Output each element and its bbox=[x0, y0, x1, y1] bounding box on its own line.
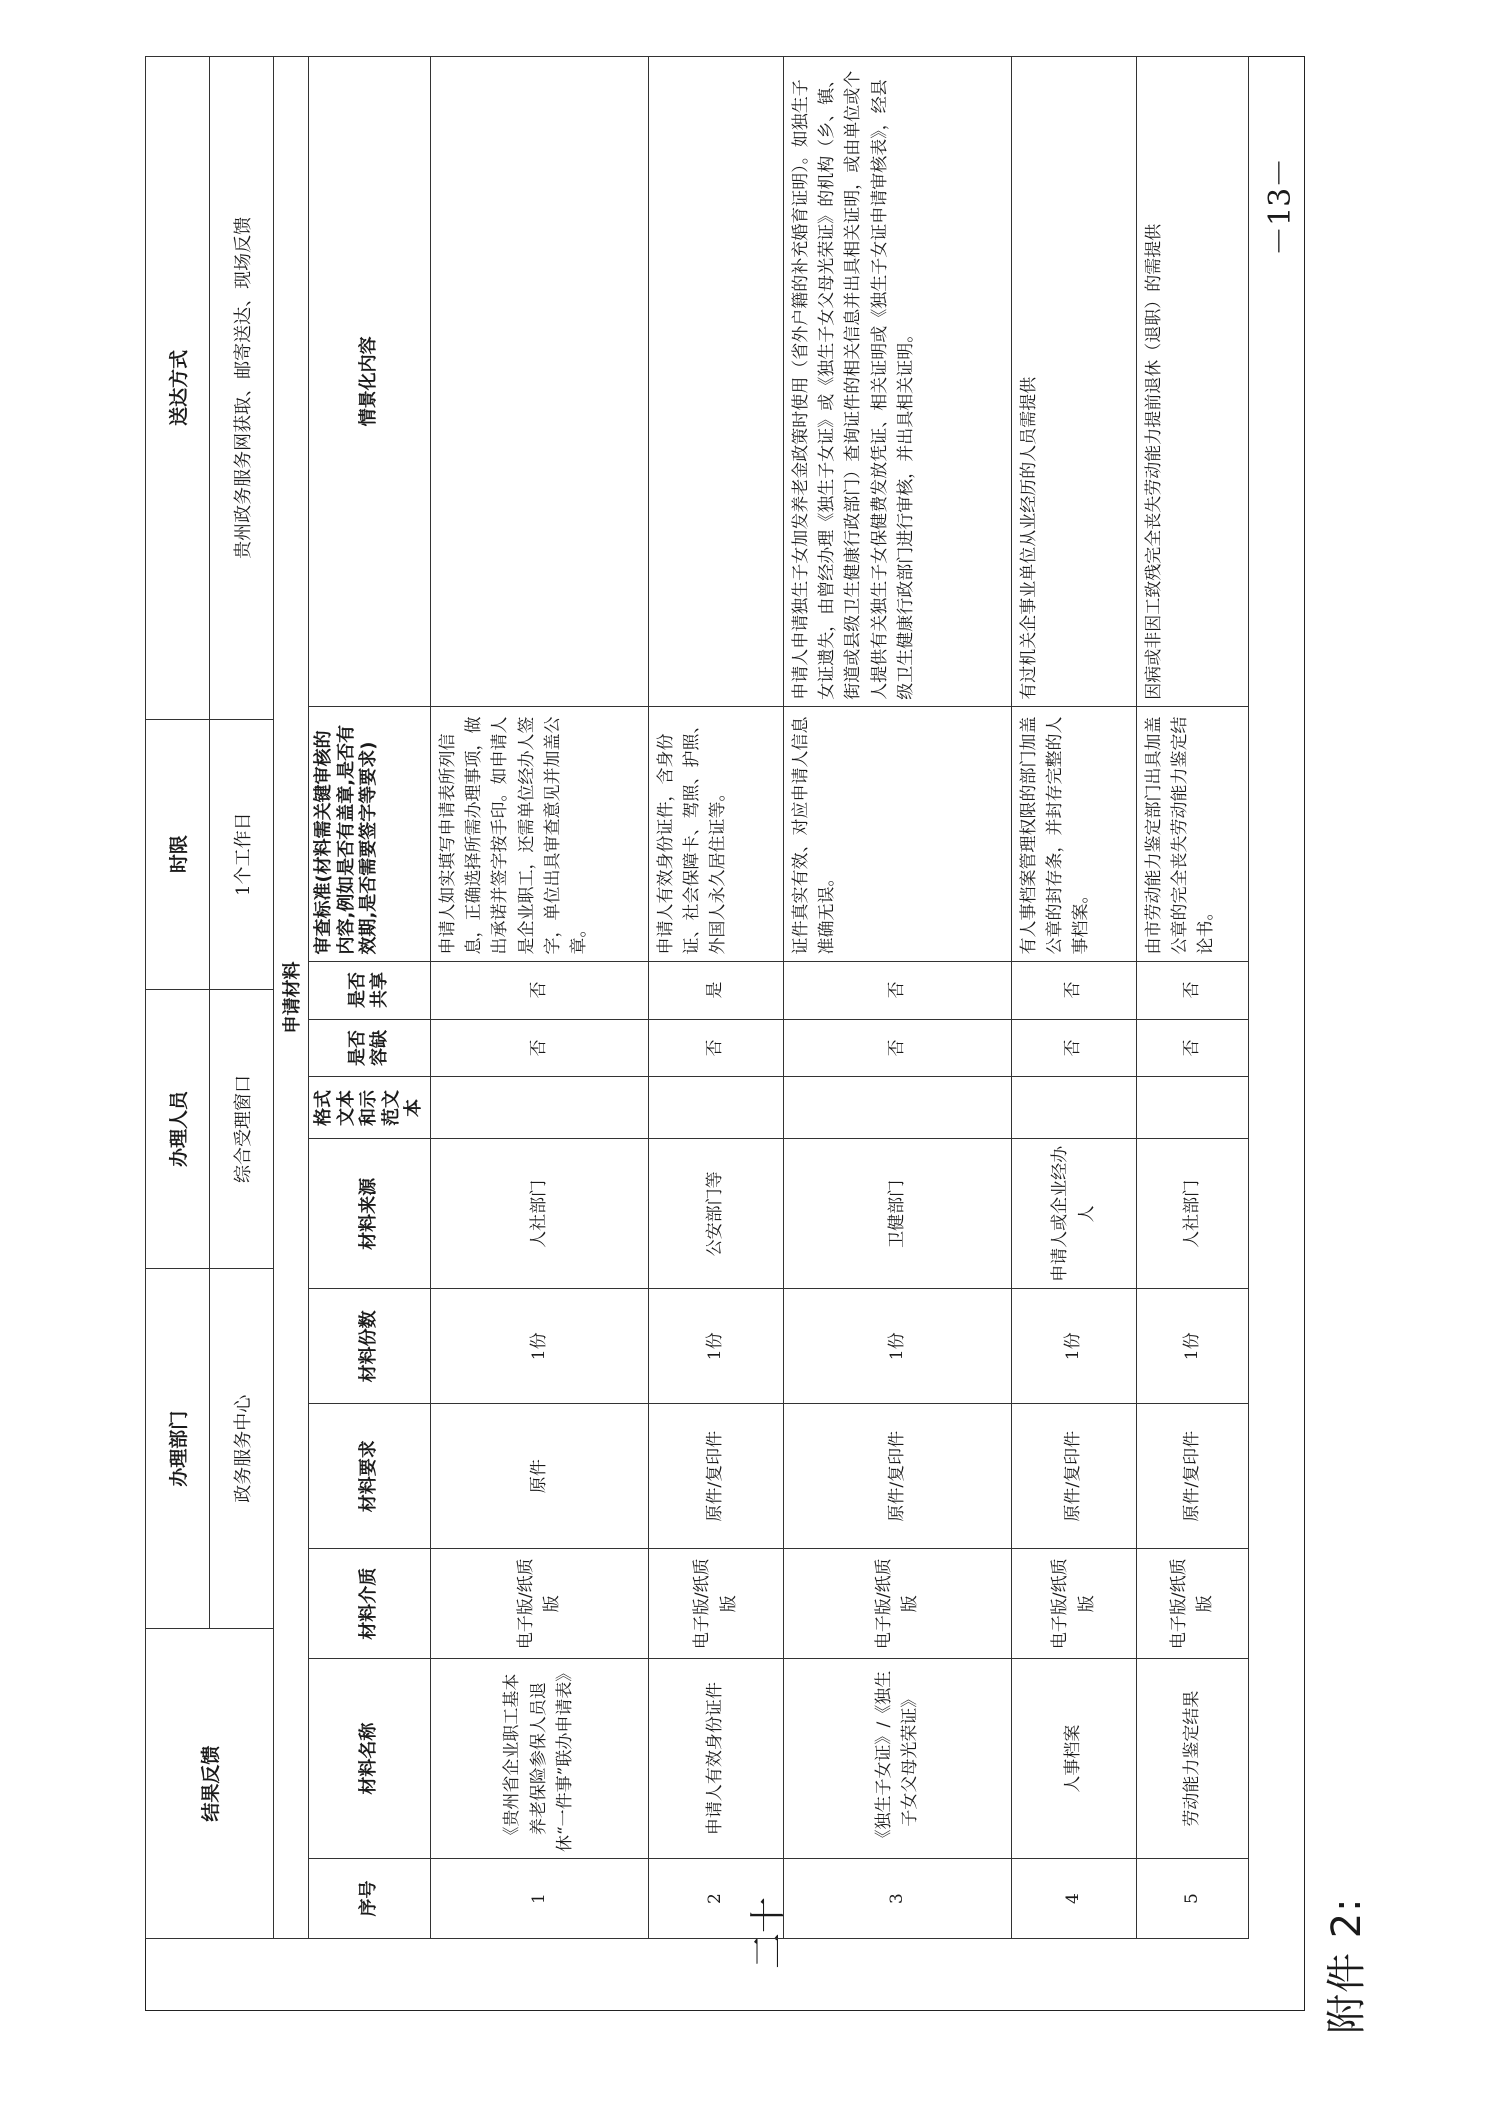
cell-standard: 有人事档案管理权限的部门加盖公章的封存条，并封存完整的人事档案。 bbox=[1011, 706, 1136, 961]
col-header-source: 材料来源 bbox=[309, 1139, 431, 1289]
cell-requirement: 原件/复印件 bbox=[1011, 1404, 1136, 1549]
cell-template bbox=[648, 1077, 783, 1139]
value-time-limit: 1个工作日 bbox=[210, 719, 274, 989]
table-row bbox=[648, 57, 783, 1939]
cell-no: 4 bbox=[1011, 1859, 1136, 1939]
col-header-medium: 材料介质 bbox=[309, 1549, 431, 1659]
cell-copies: 1份 bbox=[1011, 1289, 1136, 1404]
materials-section-title: 申请材料 bbox=[274, 57, 309, 1939]
cell-name: 劳动能力鉴定结果 bbox=[1136, 1659, 1248, 1859]
cell-template bbox=[1011, 1077, 1136, 1139]
side-number: 二十 bbox=[748, 1896, 789, 1969]
cell-standard: 申请人有效身份证件，含身份证、社会保障卡、驾照、护照、外国人永久居住证等。 bbox=[648, 706, 783, 961]
cell-requirement: 原件 bbox=[430, 1404, 648, 1549]
cell-no: 3 bbox=[783, 1859, 1011, 1939]
cell-requirement: 原件/复印件 bbox=[1136, 1404, 1248, 1549]
table-row bbox=[783, 57, 1011, 1939]
page-number: －13－ bbox=[1263, 157, 1298, 256]
col-header-template: 格式文本和示范文本 bbox=[309, 1077, 431, 1139]
header-staff: 办理人员 bbox=[146, 989, 210, 1269]
cell-context bbox=[430, 57, 648, 707]
cell-medium: 电子版/纸质版 bbox=[783, 1549, 1011, 1659]
cell-shared: 否 bbox=[1011, 961, 1136, 1019]
value-dept: 政务服务中心 bbox=[210, 1269, 274, 1629]
cell-tolerance: 否 bbox=[783, 1019, 1011, 1077]
result-feedback-cell: 结果反馈 bbox=[146, 1629, 274, 1939]
cell-medium: 电子版/纸质版 bbox=[1011, 1549, 1136, 1659]
cell-requirement: 原件/复印件 bbox=[648, 1404, 783, 1549]
cell-source: 人社部门 bbox=[1136, 1139, 1248, 1289]
header-delivery: 送达方式 bbox=[146, 57, 210, 720]
col-header-copies: 材料份数 bbox=[309, 1289, 431, 1404]
cell-shared: 是 bbox=[648, 961, 783, 1019]
cell-context bbox=[648, 57, 783, 707]
cell-shared: 否 bbox=[1136, 961, 1248, 1019]
cell-name: 人事档案 bbox=[1011, 1659, 1136, 1859]
col-header-no: 序号 bbox=[309, 1859, 431, 1939]
cell-name: 《贵州省企业职工基本养老保险参保人员退休“一件事”联办申请表》 bbox=[430, 1659, 648, 1859]
cell-standard: 由市劳动能力鉴定部门出具加盖公章的完全丧失劳动能力鉴定结论书。 bbox=[1136, 706, 1248, 961]
cell-no: 1 bbox=[430, 1859, 648, 1939]
cell-context: 有过机关企事业单位从业经历的人员需提供 bbox=[1011, 57, 1136, 707]
cell-tolerance: 否 bbox=[1136, 1019, 1248, 1077]
cell-tolerance: 否 bbox=[1011, 1019, 1136, 1077]
col-header-requirement: 材料要求 bbox=[309, 1404, 431, 1549]
cell-copies: 1份 bbox=[1136, 1289, 1248, 1404]
cell-tolerance: 否 bbox=[430, 1019, 648, 1077]
value-staff: 综合受理窗口 bbox=[210, 989, 274, 1269]
col-header-tolerance: 是否容缺 bbox=[309, 1019, 431, 1077]
cell-requirement: 原件/复印件 bbox=[783, 1404, 1011, 1549]
cell-name: 《独生子女证》/《独生子女父母光荣证》 bbox=[783, 1659, 1011, 1859]
col-header-context: 情景化内容 bbox=[309, 57, 431, 707]
materials-header-row bbox=[309, 57, 431, 1939]
cell-copies: 1份 bbox=[648, 1289, 783, 1404]
handling-info-table bbox=[145, 56, 274, 1939]
col-header-shared: 是否共享 bbox=[309, 961, 431, 1019]
cell-source: 卫健部门 bbox=[783, 1139, 1011, 1289]
cell-shared: 否 bbox=[783, 961, 1011, 1019]
col-header-standard: 审查标准(材料需关键审核的内容,例如是否有盖章,是否有效期,是否需要签字等要求) bbox=[309, 706, 431, 961]
materials-section-row bbox=[274, 57, 309, 1939]
cell-context: 因病或非因工致残完全丧失劳动能力提前退休（退职）的需提供 bbox=[1136, 57, 1248, 707]
table-row bbox=[1011, 57, 1136, 1939]
cell-standard: 申请人如实填写申请表所列信息，正确选择所需办理事项，做出承诺并签字按手印。如申请人是企业职工，还需单位经办人签字，单位出具审查意见并加盖公章。 bbox=[430, 706, 648, 961]
cell-source: 申请人或企业经办人 bbox=[1011, 1139, 1136, 1289]
cell-template bbox=[783, 1077, 1011, 1139]
value-delivery: 贵州政务服务网获取、邮寄送达、现场反馈 bbox=[210, 57, 274, 720]
header-time-limit: 时限 bbox=[146, 719, 210, 989]
cell-copies: 1份 bbox=[430, 1289, 648, 1404]
cell-no: 2 bbox=[648, 1859, 783, 1939]
cell-shared: 否 bbox=[430, 961, 648, 1019]
cell-medium: 电子版/纸质版 bbox=[430, 1549, 648, 1659]
cell-context: 申请人申请独生子女加发养老金政策时使用（省外户籍的补充婚育证明）。如独生子女证遗失，由曾经办理《独生子女证》或《独生子女父母光荣证》的机构（乡、镇、街道或县级卫生健康行政部门）查询证件的相关信息并出具相关证明，或由单位或个人提供有关独生子女保健费发放凭证、相关证明或《独生子女证申请审核表》，经县级卫生健康行政部门进行审核，并出具相关证明。 bbox=[783, 57, 1011, 707]
cell-source: 人社部门 bbox=[430, 1139, 648, 1289]
cell-medium: 电子版/纸质版 bbox=[1136, 1549, 1248, 1659]
cell-tolerance: 否 bbox=[648, 1019, 783, 1077]
attachment-label: 附件 2: bbox=[1324, 1897, 1370, 2034]
cell-template bbox=[1136, 1077, 1248, 1139]
header-dept: 办理部门 bbox=[146, 1269, 210, 1629]
table-row bbox=[430, 57, 648, 1939]
col-header-name: 材料名称 bbox=[309, 1659, 431, 1859]
cell-medium: 电子版/纸质版 bbox=[648, 1549, 783, 1659]
table-row bbox=[1136, 57, 1248, 1939]
cell-copies: 1份 bbox=[783, 1289, 1011, 1404]
materials-table bbox=[273, 56, 1249, 1939]
handling-info-header-row bbox=[146, 57, 210, 1939]
cell-standard: 证件真实有效、对应申请人信息准确无误。 bbox=[783, 706, 1011, 961]
cell-name: 申请人有效身份证件 bbox=[648, 1659, 783, 1859]
cell-template bbox=[430, 1077, 648, 1139]
cell-source: 公安部门等 bbox=[648, 1139, 783, 1289]
cell-no: 5 bbox=[1136, 1859, 1248, 1939]
